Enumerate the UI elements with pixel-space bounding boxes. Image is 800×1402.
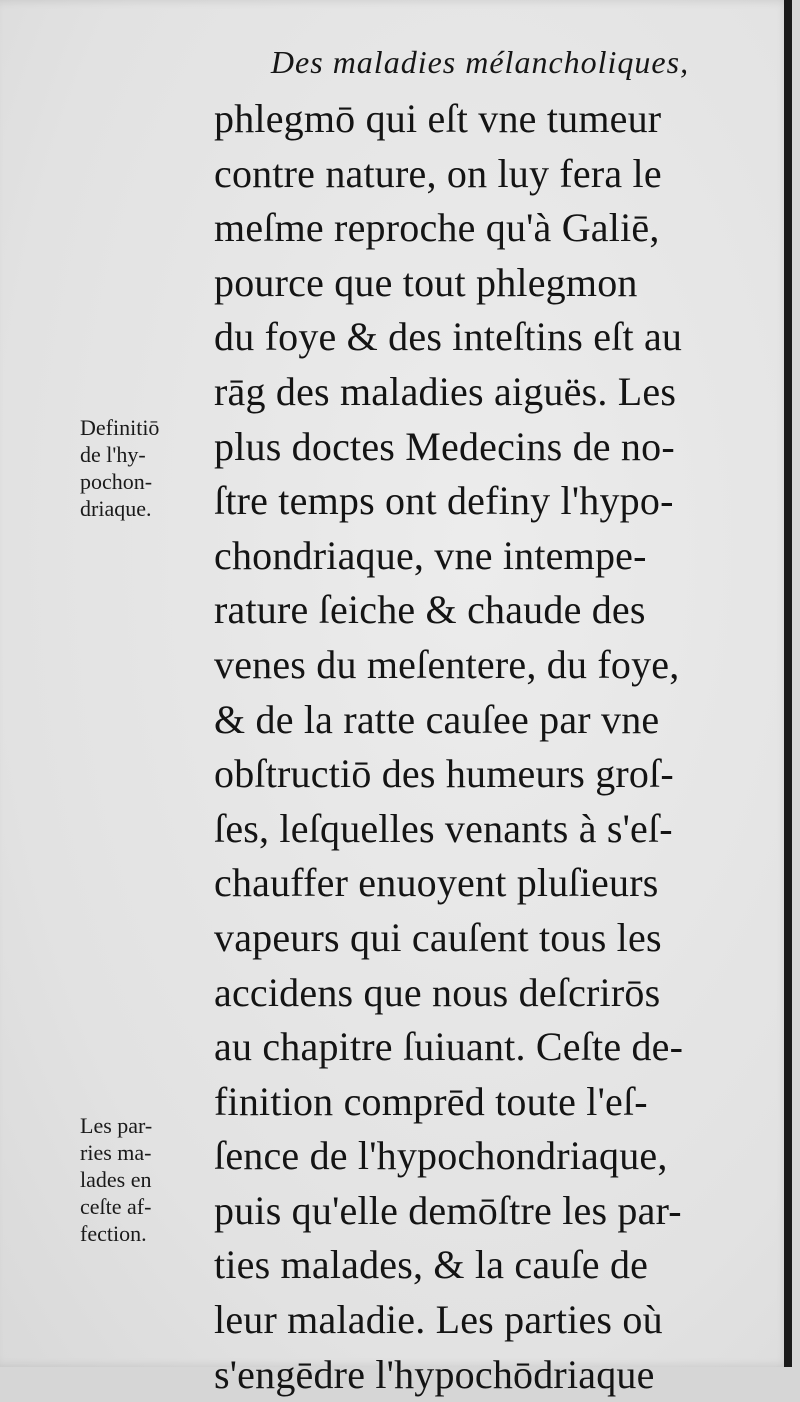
text-line: pource que tout phlegmon [214,259,638,305]
text-line: vapeurs qui cauſent tous les [214,914,662,960]
margin-note-line: de l'hy- [80,442,146,467]
text-line: s'engēdre l'hypochōdriaque [214,1351,655,1397]
body-text [214,92,770,1402]
margin-note-line: ceſte af- [80,1194,152,1219]
text-line: ſes, leſquelles venants à s'eſ- [214,805,673,851]
text-line: ſence de l'hypochondriaque, [214,1133,668,1179]
text-line: chondriaque, vne intempe- [214,532,647,578]
margin-note-line: Definitiō [80,415,160,440]
text-line: rature ſeiche & chaude des [214,587,646,633]
text-line: au chapitre ſuiuant. Ceſte de- [214,1024,684,1070]
text-line: finition comprēd toute l'eſ- [214,1078,648,1124]
text-line: venes du meſentere, du foye, [214,641,680,687]
text-line: chauffer enuoyent pluſieurs [214,860,659,906]
text-line: plus doctes Medecins de no- [214,423,675,469]
margin-note-definition [80,414,214,522]
text-line: ſtre temps ont definy l'hypo- [214,478,674,524]
running-head: Des maladies mélancholiques, [270,44,690,80]
text-line: leur maladie. Les parties où [214,1297,663,1343]
margin-note-line: fection. [80,1221,147,1246]
text-line: & de la ratte cauſee par vne [214,696,660,742]
margin-note-line: pochon- [80,469,153,494]
text-line: phlegmō qui eſt vne tumeur [214,96,662,141]
text-line: puis qu'elle demōſtre les par- [214,1187,682,1233]
margin-note-line: Les par- [80,1113,153,1138]
text-line: accidens que nous deſcrirōs [214,969,661,1015]
text-line: contre nature, on luy fera le [214,150,662,196]
text-line: obſtructiō des humeurs groſ- [214,751,674,797]
text-line: ties malades, & la cauſe de [214,1242,649,1288]
page-edge [784,0,792,1367]
margin-note-line: lades en [80,1167,152,1192]
margin-note-line: ries ma- [80,1140,152,1165]
text-line: du foye & des inteſtins eſt au [214,314,683,360]
margin-note-parts [80,1112,214,1247]
margin-note-line: driaque. [80,496,152,521]
text-line: rāg des maladies aiguës. Les [214,368,677,414]
text-line: meſme reproche qu'à Galiē, [214,205,660,251]
